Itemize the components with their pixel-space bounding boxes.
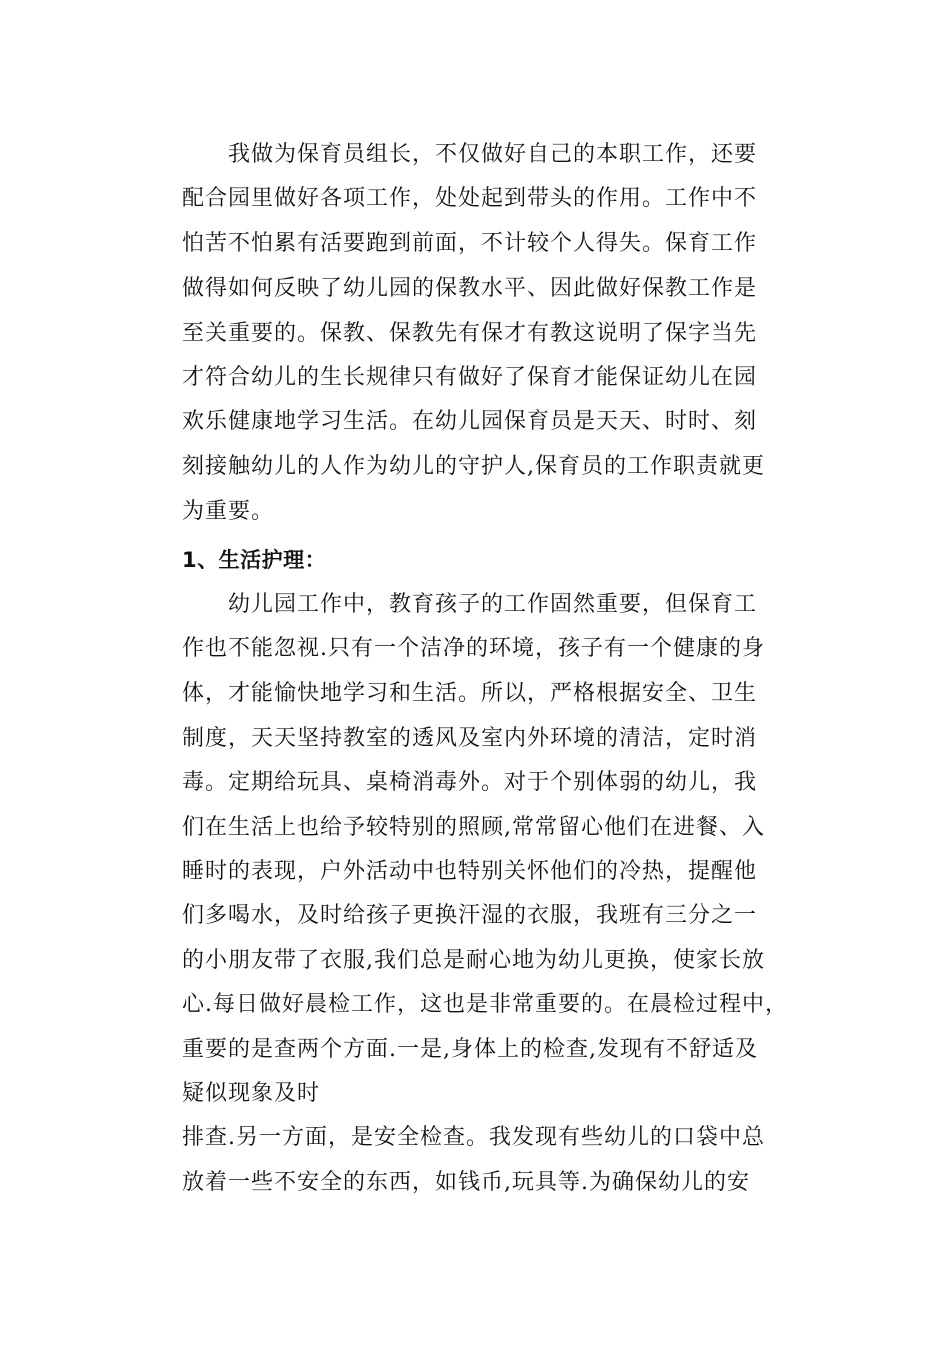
paragraph-line: 的小朋友带了衣服,我们总是耐心地为幼儿更换，使家长放 — [182, 948, 765, 973]
paragraph-line: 至关重要的。保教、保教先有保才有教这说明了保字当先 — [182, 321, 758, 346]
paragraph-line: 作也不能忽视.只有一个洁净的环境，孩子有一个健康的身 — [182, 636, 765, 661]
paragraph-line: 重要的是查两个方面.一是,身体上的检查,发现有不舒适及 — [182, 1037, 758, 1062]
paragraph-line: 心.每日做好晨检工作，这也是非常重要的。在晨检过程中， — [182, 992, 788, 1017]
paragraph-line: 放着一些不安全的东西，如钱币,玩具等.为确保幼儿的安 — [182, 1170, 750, 1195]
paragraph-line: 为重要。 — [182, 499, 275, 524]
paragraph-line: 配合园里做好各项工作，处处起到带头的作用。工作中不 — [182, 186, 758, 211]
paragraph-line: 做得如何反映了幼儿园的保教水平、因此做好保教工作是 — [182, 276, 758, 301]
paragraph-line: 刻接触幼儿的人作为幼儿的守护人,保育员的工作职责就更 — [182, 454, 765, 479]
paragraph-line: 排查.另一方面，是安全检查。我发现有些幼儿的口袋中总 — [182, 1125, 765, 1150]
paragraph-line: 疑似现象及时 — [182, 1081, 321, 1106]
paragraph-line: 才符合幼儿的生长规律只有做好了保育才能保证幼儿在园 — [182, 365, 758, 390]
paragraph-line: 睡时的表现，户外活动中也特别关怀他们的冷热，提醒他 — [182, 859, 758, 884]
section-heading: 1、生活护理： — [182, 548, 327, 572]
paragraph-line: 怕苦不怕累有活要跑到前面，不计较个人得失。保育工作 — [182, 231, 758, 256]
paragraph-line: 我做为保育员组长，不仅做好自己的本职工作，还要 — [228, 142, 758, 167]
paragraph-line: 体，才能愉快地学习和生活。所以，严格根据安全、卫生 — [182, 681, 758, 706]
paragraph-line: 欢乐健康地学习生活。在幼儿园保育员是天天、时时、刻 — [182, 409, 758, 434]
paragraph-line: 们在生活上也给予较特别的照顾,常常留心他们在进餐、入 — [182, 815, 765, 840]
paragraph-line: 毒。定期给玩具、桌椅消毒外。对于个别体弱的幼儿，我 — [182, 770, 758, 795]
paragraph-line: 制度，天天坚持教室的透风及室内外环境的清洁，定时消 — [182, 726, 758, 751]
paragraph-line: 幼儿园工作中，教育孩子的工作固然重要，但保育工 — [228, 592, 758, 617]
paragraph-line: 们多喝水，及时给孩子更换汗湿的衣服，我班有三分之一 — [182, 903, 758, 928]
